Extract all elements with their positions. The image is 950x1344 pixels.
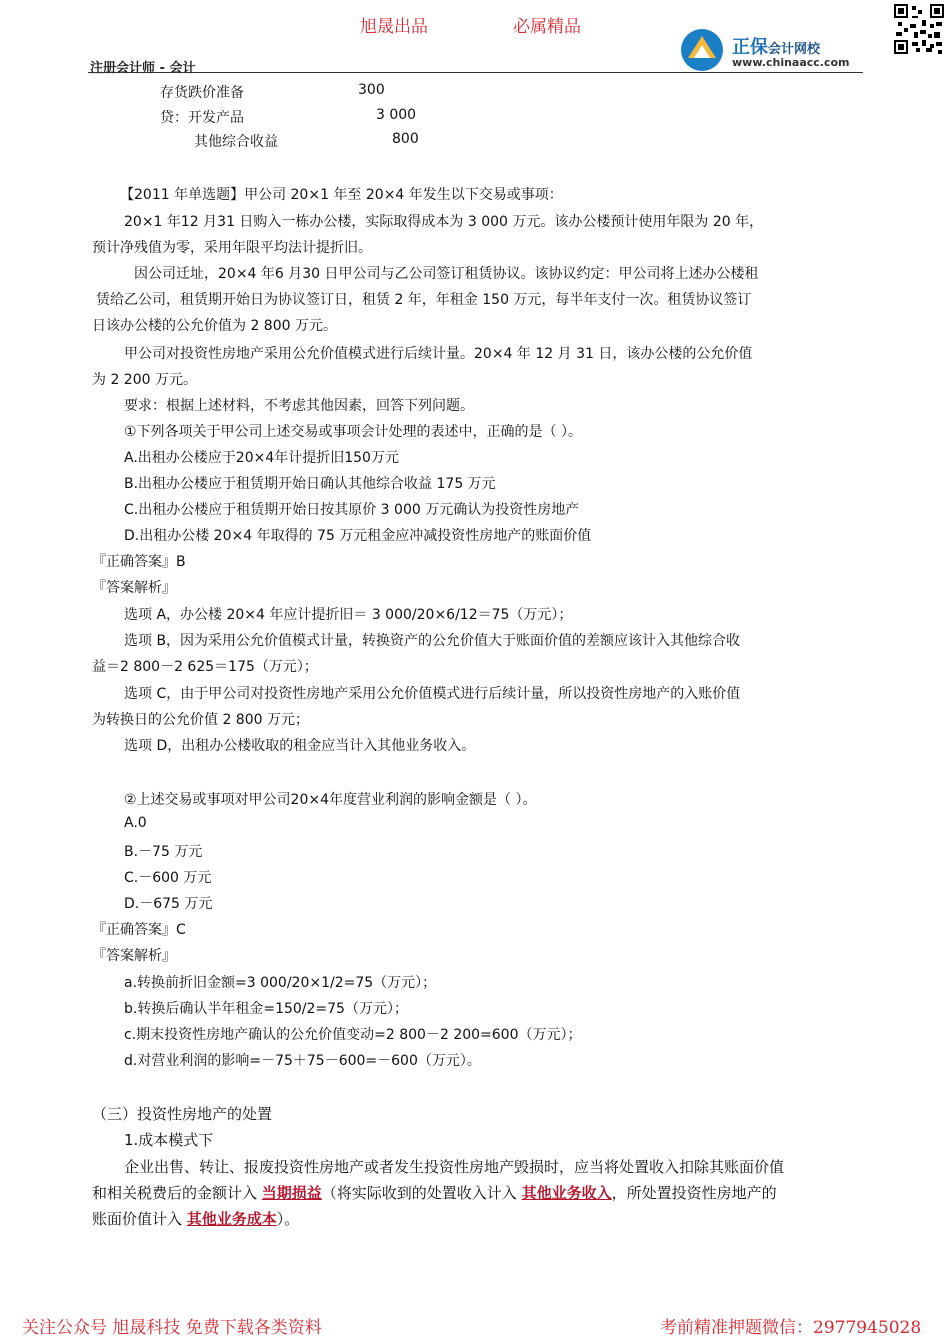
footer-left: 关注公众号 旭晟科技 免费下载各类资料 (22, 1318, 322, 1338)
question-text: 因公司迁址，20×4 年6 月30 日甲公司与乙公司签订租赁协议。该协议约定：甲公司将上述办公楼租 (134, 266, 759, 282)
keyword-other-business-income: 其他业务收入 (521, 1184, 612, 1202)
question-requirement: 要求：根据上述材料，不考虑其他因素，回答下列问题。 (124, 398, 474, 414)
journal-label: 贷：开发产品 (160, 110, 244, 126)
section-text: 账面价值计入 其他业务成本）。 (92, 1210, 300, 1228)
analysis-text: 选项 B，因为采用公允价值模式计量，转换资产的公允价值大于账面价值的差额应该计入其他综合收 (124, 633, 741, 649)
analysis-text: 选项 A，办公楼 20×4 年应计提折旧＝ 3 000/20×6/12＝75（万元）； (124, 607, 573, 623)
analysis-text: a.转换前折旧金额=3 000/20×1/2=75（万元）； (124, 975, 437, 991)
logo-url: www.chinaacc.com (732, 56, 850, 69)
analysis-label: 『答案解析』 (92, 580, 176, 596)
journal-amount: 3 000 (376, 107, 417, 123)
footer-right: 考前精准押题微信：2977945028 (660, 1318, 922, 1338)
question-text: 预计净残值为零，采用年限平均法计提折旧。 (92, 240, 372, 256)
question-intro: 【2011 年单选题】甲公司 20×1 年至 20×4 年发生以下交易或事项： (120, 187, 563, 203)
sub-question: ②上述交易或事项对甲公司20×4年度营业利润的影响金额是（ ）。 (124, 792, 537, 808)
option-d: D.出租办公楼 20×4 年取得的 75 万元租金应冲减投资性房地产的账面价值 (124, 528, 592, 544)
question-text: 日该办公楼的公允价值为 2 800 万元。 (92, 318, 337, 334)
header-divider (88, 72, 863, 73)
journal-amount: 800 (392, 131, 419, 147)
document-title: 注册会计师 - 会计 (90, 61, 196, 76)
journal-label: 其他综合收益 (194, 134, 278, 150)
analysis-label: 『答案解析』 (92, 948, 176, 964)
correct-answer: 『正确答案』B (92, 554, 186, 570)
option-a: A.出租办公楼应于20×4年计提折旧150万元 (124, 450, 399, 466)
question-text: 赁给乙公司，租赁期开始日为协议签订日，租赁 2 年，年租金 150 万元，每半年支付一次。租赁协议签订 (96, 292, 752, 308)
analysis-text: b.转换后确认半年租金=150/2=75（万元）； (124, 1001, 408, 1017)
analysis-text: 选项 C，由于甲公司对投资性房地产采用公允价值模式进行后续计量，所以投资性房地产的入账价值 (124, 686, 741, 702)
option-c: C.－600 万元 (124, 870, 212, 886)
qr-code-icon (894, 4, 944, 54)
option-b: B.－75 万元 (124, 844, 203, 860)
analysis-text: 选项 D，出租办公楼收取的租金应当计入其他业务收入。 (124, 738, 476, 754)
option-a: A.0 (124, 815, 147, 831)
analysis-text: 益＝2 800－2 625＝175（万元）； (92, 659, 318, 675)
question-text: 甲公司对投资性房地产采用公允价值模式进行后续计量。20×4 年 12 月 31 日，该办公楼的公允价值 (124, 346, 753, 362)
section-subheading: 1.成本模式下 (124, 1131, 214, 1149)
analysis-text: 为转换日的公允价值 2 800 万元； (92, 712, 309, 728)
analysis-text: d.对营业利润的影响=－75＋75－600=－600（万元）。 (124, 1053, 481, 1069)
sub-question: ①下列各项关于甲公司上述交易或事项会计处理的表述中，正确的是（ ）。 (124, 424, 582, 440)
option-b: B.出租办公楼应于租赁期开始日确认其他综合收益 175 万元 (124, 476, 496, 492)
option-c: C.出租办公楼应于租赁期开始日按其原价 3 000 万元确认为投资性房地产 (124, 502, 580, 518)
journal-label: 存货跌价准备 (160, 85, 244, 101)
analysis-text: c.期末投资性房地产确认的公允价值变动=2 800－2 200=600（万元）； (124, 1027, 582, 1043)
banner-right: 必属精品 (513, 17, 581, 37)
journal-amount: 300 (358, 82, 385, 98)
keyword-current-profit-loss: 当期损益 (261, 1184, 322, 1202)
section-heading: （三）投资性房地产的处置 (92, 1105, 273, 1123)
keyword-other-business-cost: 其他业务成本 (186, 1210, 277, 1228)
section-text: 企业出售、转让、报废投资性房地产或者发生投资性房地产毁损时，应当将处置收入扣除其账面价值 (124, 1158, 785, 1176)
question-text: 为 2 200 万元。 (92, 372, 197, 388)
option-d: D.－675 万元 (124, 896, 213, 912)
section-text: 和相关税费后的金额计入 当期损益（将实际收到的处置收入计入 其他业务收入，所处置投资性房地产的 (92, 1184, 777, 1202)
logo-text: 正保会计网校 (732, 37, 821, 58)
banner-left: 旭晟出品 (360, 17, 428, 37)
question-text: 20×1 年12 月31 日购入一栋办公楼，实际取得成本为 3 000 万元。该办公楼预计使用年限为 20 年， (124, 214, 764, 230)
correct-answer: 『正确答案』C (92, 922, 186, 938)
